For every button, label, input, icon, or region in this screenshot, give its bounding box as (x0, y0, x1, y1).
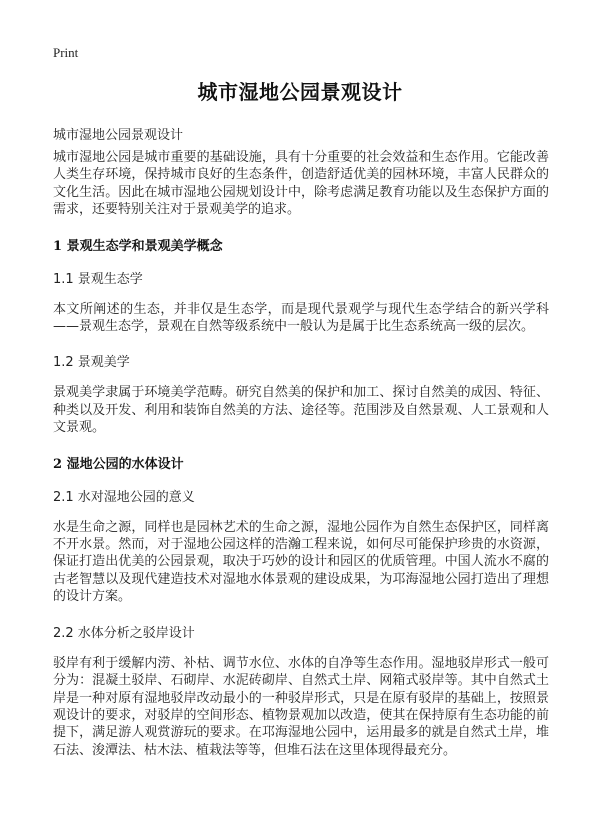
section-2-heading: 2 湿地公园的水体设计 (53, 456, 184, 472)
section-2-1-paragraph: 水是生命之源，同样也是园林艺术的生命之源，湿地公园作为自然生态保护区，同样离不开水景。然而，对于湿地公园这样的浩瀚工程来说，如何尽可能保护珍贵的水资源，保证打造出优美的公园景观，取决于巧妙的设计和园区的优质管理。中国人流水不腐的古老智慧以及现代建造技术对湿地水体景观的建设成果，为邛海湿地公园打造出了理想的设计方案。 (53, 519, 549, 605)
section-1-heading: 1 景观生态学和景观美学概念 (53, 238, 223, 254)
print-link[interactable]: Print (53, 45, 79, 60)
intro-paragraph: 城市湿地公园是城市重要的基础设施，具有十分重要的社会效益和生态作用。它能改善人类生存环境，保持城市良好的生态条件，创造舒适优美的园林环境，丰富人民群众的文化生活。因此在城市湿地公园规划设计中，除考虑满足教育功能以及生态保护方面的需求，还要特别关注对于景观美学的追求。 (53, 150, 549, 218)
page-title: 城市湿地公园景观设计 (197, 80, 403, 104)
section-1-2-heading: 1.2 景观美学 (53, 355, 130, 371)
section-1-2-paragraph: 景观美学隶属于环境美学范畴。研究自然美的保护和加工、探讨自然美的成因、特征、种类以及开发、利用和装饰自然美的方法、途径等。范围涉及自然景观、人工景观和人文景观。 (53, 385, 549, 436)
section-2-1-heading: 2.1 水对湿地公园的意义 (53, 489, 195, 505)
section-1-1-heading: 1.1 景观生态学 (53, 271, 143, 287)
section-1-1-paragraph: 本文所阐述的生态，并非仅是生态学，而是现代景观学与现代生态学结合的新兴学科——景观生态学，景观在自然等级系统中一般认为是属于比生态系统高一级的层次。 (53, 301, 549, 335)
section-2-2-heading: 2.2 水体分析之驳岸设计 (53, 625, 195, 641)
section-2-2-paragraph: 驳岸有利于缓解内涝、补枯、调节水位、水体的自净等生态作用。湿地驳岸形式一般可分为：混凝土驳岸、石砌岸、水泥砖砌岸、自然式土岸、网箱式驳岸等。其中自然式土岸是一种对原有湿地驳岸改动最小的一种驳岸形式，只是在原有驳岸的基础上，按照景观设计的要求，对驳岸的空间形态、植物景观加以改造，使其在保持原有生态功能的前提下，满足游人观赏游玩的要求。在邛海湿地公园中，运用最多的就是自然式土岸，堆石法、浚潭法、枯木法、植栽法等等，但堆石法在这里体现得最充分。 (53, 655, 549, 758)
page-subtitle: 城市湿地公园景观设计 (53, 128, 184, 143)
article-body (53, 149, 549, 759)
